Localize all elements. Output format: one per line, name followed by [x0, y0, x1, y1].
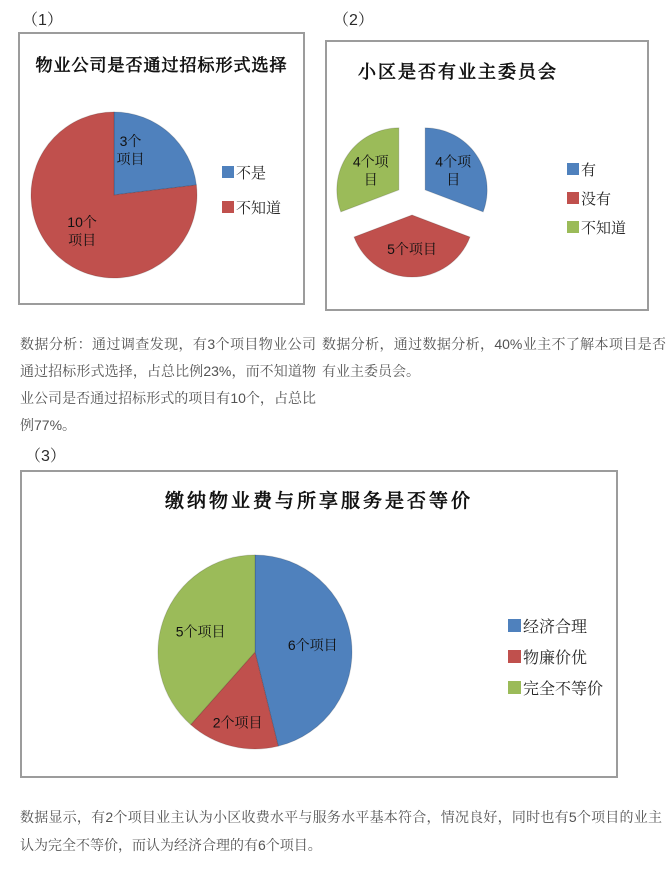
chart-1-title: 物业公司是否通过招标形式选择 [35, 56, 288, 75]
pie-data-label: 10个 [67, 214, 97, 230]
legend-swatch-icon [222, 201, 234, 213]
legend-swatch-icon [567, 221, 579, 233]
pie-data-label: 5个项目 [175, 623, 226, 640]
legend-label: 物廉价优 [523, 649, 588, 667]
legend-swatch-icon [567, 163, 579, 175]
legend-item [567, 187, 626, 209]
legend-swatch-icon [567, 192, 579, 204]
section-2-index-label: （2） [333, 12, 374, 29]
legend-item [222, 160, 281, 184]
pie-data-label: 目 [446, 171, 461, 188]
chart-1-panel [18, 32, 305, 305]
pie-data-label: 4个项 [435, 153, 472, 170]
legend-swatch-icon [508, 681, 521, 694]
chart-3-analysis-text: 数据显示，有2个项目业主认为小区收费水平与服务水平基本符合，情况良好，同时也有5个项目的业主认为完全不等价，而认为经济合理的有6个项目。 [20, 809, 662, 853]
pie-data-label: 项目 [116, 150, 145, 167]
legend-item [508, 675, 603, 699]
legend-swatch-icon [508, 619, 521, 632]
chart-1-analysis-text: 数据分析：通过调查发现，有3个项目物业公司通过招标形式选择，占总比例23%，而不知道物业公司是否通过招标形式的项目有10个，占总比例77%。 [20, 336, 316, 433]
legend-item [567, 158, 626, 180]
pie-data-label: 5个项目 [387, 241, 437, 258]
legend-label: 完全不等价 [523, 680, 604, 698]
legend-label: 经济合理 [523, 618, 588, 636]
legend-item [222, 195, 281, 219]
legend-label: 不是 [236, 164, 267, 182]
legend-swatch-icon [508, 650, 521, 663]
chart-2-title: 小区是否有业主委员会 [358, 62, 558, 82]
legend-item [567, 216, 626, 238]
legend-label: 不知道 [581, 219, 627, 237]
section-1-index-label: （1） [22, 12, 63, 29]
section-3-index-label: （3） [25, 448, 66, 465]
pie-slice [337, 128, 399, 212]
chart-3-title: 缴纳物业费与所享服务是否等价 [164, 491, 473, 512]
chart-2-legend [567, 158, 626, 238]
legend-item [508, 644, 603, 668]
chart-2-panel [325, 40, 649, 311]
pie-data-label: 2个项目 [212, 714, 263, 731]
pie-data-label: 目 [363, 171, 378, 188]
legend-item [508, 613, 603, 637]
pie-slice [425, 128, 487, 212]
legend-swatch-icon [222, 166, 234, 178]
legend-label: 有 [581, 161, 597, 179]
chart-3-panel [20, 470, 618, 778]
pie-data-label: 6个项目 [287, 637, 338, 653]
pie-data-label: 项目 [68, 232, 97, 248]
chart-1-legend [222, 160, 281, 219]
chart-3-legend [508, 613, 603, 699]
pie-data-label: 4个项 [352, 153, 389, 170]
legend-label: 没有 [581, 190, 612, 208]
chart-2-analysis-text: 数据分析，通过数据分析，40%业主不了解本项目是否有业主委员会。 [322, 336, 666, 379]
legend-label: 不知道 [236, 199, 282, 217]
pie-data-label: 3个 [119, 132, 142, 149]
